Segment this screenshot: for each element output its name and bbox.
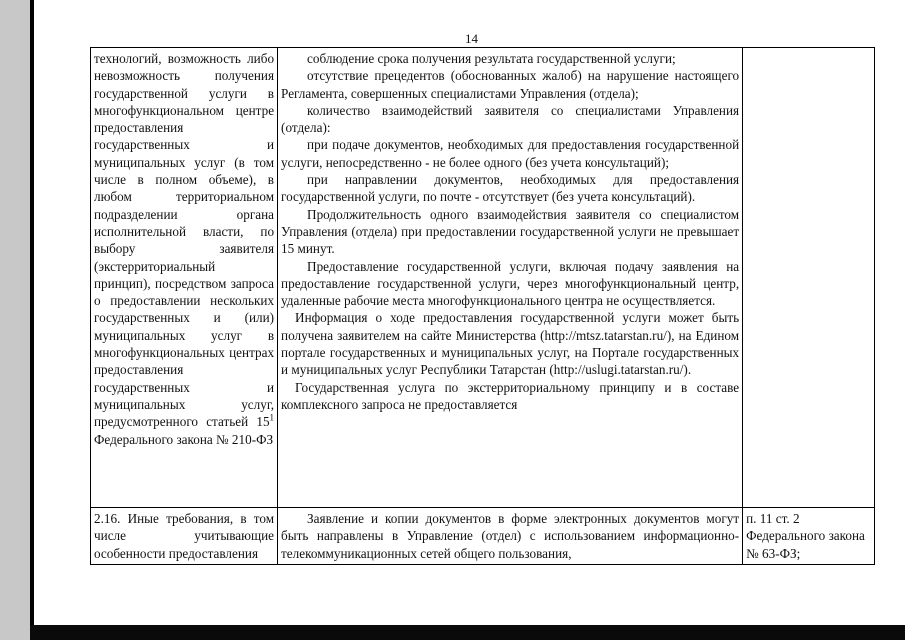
requirement-text: [94, 50, 274, 448]
table-cell-legal-basis: [743, 48, 875, 508]
regulation-table: [90, 47, 875, 565]
table-cell-legal-basis: [743, 508, 875, 565]
content-paragraph: количество взаимодействий заявителя со специалистами Управления (отдела):: [281, 102, 740, 136]
table-row: [91, 508, 875, 565]
content-paragraph: Продолжительность одного взаимодействия заявителя со специалистом Управления (отдела) при предоставлении государственной услуги не превышает 15 минут.: [281, 206, 740, 257]
legal-basis-text: п. 11 ст. 2 Федерального закона № 63-ФЗ;: [746, 511, 865, 561]
page-number: 14: [465, 31, 478, 46]
content-paragraph: отсутствие прецедентов (обоснованных жалоб) на нарушение настоящего Регламента, совершенных специалистами Управления (отдела);: [281, 68, 740, 101]
table-cell-content: [278, 508, 743, 565]
content-paragraph: соблюдение срока получения результата государственной услуги;: [307, 51, 676, 66]
content-paragraph: Заявление и копии документов в форме электронных документов могут быть направлены в Управление (отдел) с использованием информационно-телекоммуникационных сетей общего пользования,: [281, 511, 740, 561]
scan-left-edge: [0, 0, 30, 640]
table-cell-requirement: [91, 508, 278, 565]
article-superscript: 1: [269, 412, 275, 423]
scan-bottom-edge: [30, 625, 905, 640]
table-cell-content: [278, 48, 743, 508]
requirement-text-main: технологий, возможность либо невозможность получения государственной услуги в многофункциональном центре предоставления государственных и муниципальных услуг (в том числе в полном объеме), в любом территориальном подразделении органа исполнительной власти, по выбору заявителя (экстерриториальный принцип), посредством запроса о предоставлении нескольких государственных и (или) муниципальных услуг в многофункциональных центрах предоставления государственных и муниципальных услуг, предусмотренного статьей 15: [94, 51, 275, 430]
document-page: [30, 0, 905, 625]
table-row: [91, 48, 875, 508]
content-paragraph: Государственная услуга по экстерриториальному принципу и в составе комплексного запроса не предоставляется: [281, 379, 740, 412]
content-paragraph: при подаче документов, необходимых для предоставления государственной услуги, непосредственно - не более одного (без учета консультаций);: [281, 137, 740, 170]
content-paragraph: Информация о ходе предоставления государственной услуги может быть получена заявителем на сайте Министерства (http://mtsz.tatarstan.ru/), на Едином портале государственных и муниципальных услуг, на Портале государственных и муниципальных услуг Республики Татарстан (http://uslugi.tatarstan.ru/).: [281, 310, 740, 378]
content-paragraph: Предоставление государственной услуги, включая подачу заявления на предоставление государственной услуги, через многофункциональный центр, удаленные рабочие места многофункционального центра не осуществляется.: [281, 258, 740, 309]
table-cell-requirement: [91, 48, 278, 508]
content-paragraph: при направлении документов, необходимых для предоставления государственной услуги, по почте - отсутствует (без учета консультаций).: [281, 172, 740, 205]
requirement-text: 2.16. Иные требования, в том числе учитывающие особенности предоставления: [94, 511, 275, 561]
requirement-text-tail: Федерального закона № 210-ФЗ: [94, 431, 274, 447]
